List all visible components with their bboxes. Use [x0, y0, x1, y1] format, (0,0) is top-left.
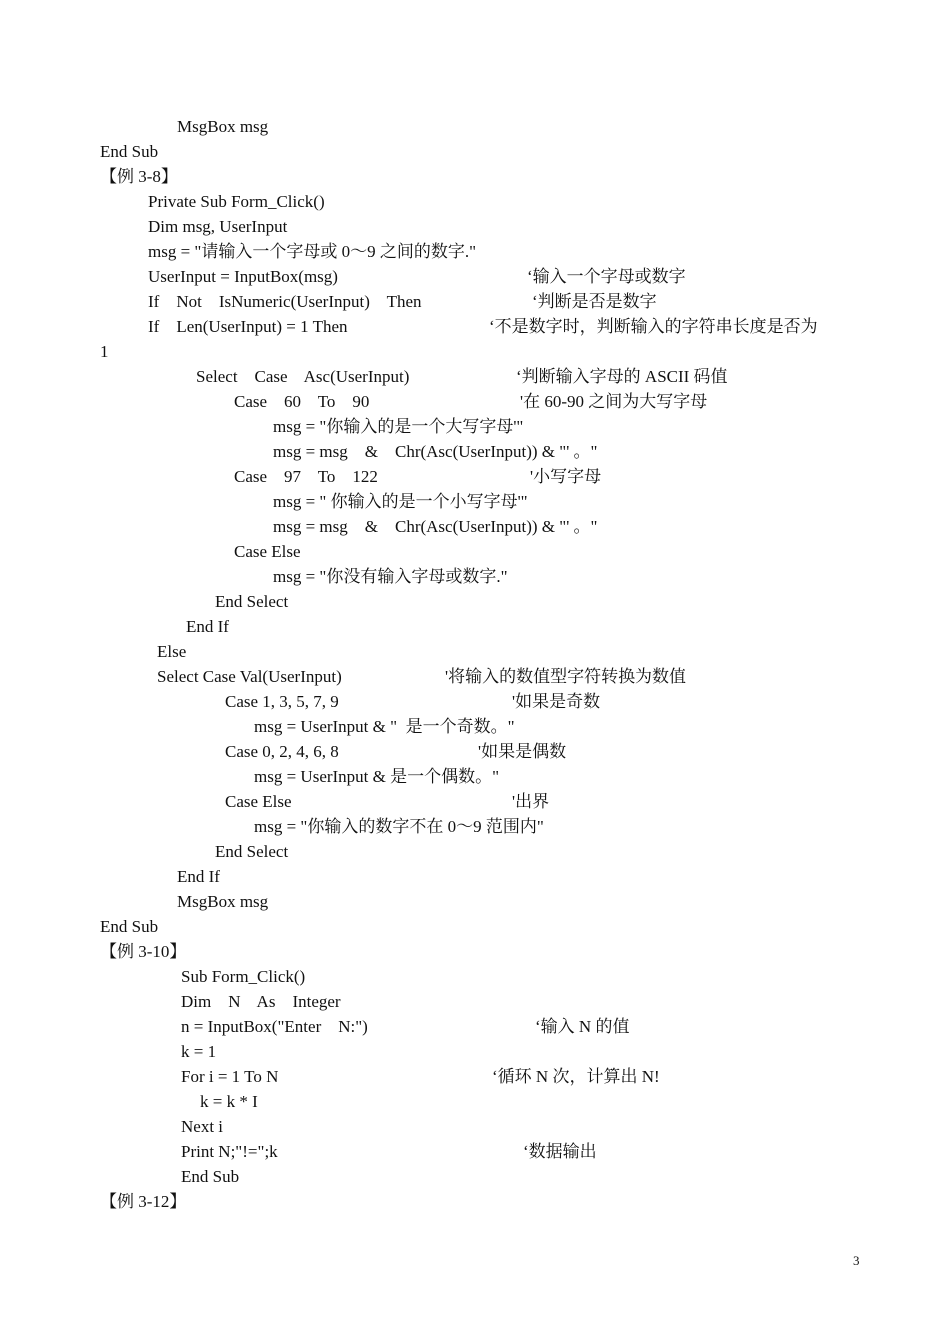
code-line: msg = "你输入的数字不在 0～9 范围内" — [254, 817, 544, 836]
code-line: msg = "你没有输入字母或数字." — [273, 567, 508, 586]
code-line: Print N;"!=";k — [181, 1142, 278, 1161]
code-line: Next i — [181, 1117, 224, 1136]
code-comment: '在 60-90 之间为大写字母 — [520, 392, 708, 411]
code-line: Case Else — [225, 792, 292, 811]
code-comment: ‘循环 N 次，计算出 N! — [492, 1067, 660, 1086]
code-line: Case Else — [234, 542, 301, 561]
code-line: End Sub — [100, 142, 159, 161]
code-line: For i = 1 To N — [181, 1067, 279, 1086]
code-line: Case 1, 3, 5, 7, 9 — [225, 692, 339, 711]
code-comment: '出界 — [512, 792, 550, 811]
code-line: 【例 3-8】 — [100, 167, 178, 186]
code-line: msg = UserInput & 是一个偶数。" — [254, 767, 500, 786]
code-line: If Len(UserInput) = 1 Then — [148, 317, 348, 336]
code-line: End If — [186, 617, 229, 636]
code-comment: ‘输入 N 的值 — [535, 1017, 630, 1036]
code-line: End Select — [215, 842, 289, 861]
code-line: Sub Form_Click() — [181, 967, 306, 986]
code-line: End If — [177, 867, 220, 886]
code-comment: ‘数据输出 — [523, 1142, 597, 1161]
code-line: msg = UserInput & " 是一个奇数。" — [254, 717, 515, 736]
code-line: msg = msg & Chr(Asc(UserInput)) & "' 。" — [273, 442, 598, 461]
code-line: MsgBox msg — [177, 892, 269, 911]
code-line: Case 0, 2, 4, 6, 8 — [225, 742, 339, 761]
code-line: Select Case Val(UserInput) — [157, 667, 342, 686]
code-line: End Sub — [100, 917, 159, 936]
code-comment: '将输入的数值型字符转换为数值 — [445, 667, 687, 686]
code-line: n = InputBox("Enter N:") — [181, 1017, 368, 1036]
code-line: If Not IsNumeric(UserInput) Then — [148, 292, 422, 311]
code-line: Select Case Asc(UserInput) — [196, 367, 410, 386]
code-line: Case 60 To 90 — [234, 392, 370, 411]
code-line: UserInput = InputBox(msg) — [148, 267, 338, 286]
code-line: 【例 3-12】 — [100, 1192, 187, 1211]
code-line: End Select — [215, 592, 289, 611]
code-comment: '如果是偶数 — [478, 742, 567, 761]
code-comment: ‘判断输入字母的 ASCII 码值 — [516, 367, 728, 386]
code-line: k = 1 — [181, 1042, 217, 1061]
code-line: msg = msg & Chr(Asc(UserInput)) & "' 。" — [273, 517, 598, 536]
code-line: Dim N As Integer — [181, 992, 341, 1011]
code-line: msg = "你输入的是一个大写字母'" — [273, 417, 524, 436]
code-line: k = k * I — [200, 1092, 258, 1111]
code-line: Private Sub Form_Click() — [148, 192, 325, 211]
code-line: Dim msg, UserInput — [148, 217, 288, 236]
code-comment: ‘不是数字时，判断输入的字符串长度是否为 — [489, 317, 818, 336]
code-line: msg = "请输入一个字母或 0～9 之间的数字." — [148, 242, 477, 261]
code-line: Case 97 To 122 — [234, 467, 378, 486]
page-number: 3 — [853, 1253, 860, 1268]
code-comment: '如果是奇数 — [512, 692, 601, 711]
code-line: MsgBox msg — [177, 117, 269, 136]
code-line: End Sub — [181, 1167, 240, 1186]
code-line: 1 — [100, 342, 109, 361]
code-line: 【例 3-10】 — [100, 942, 187, 961]
code-comment: ‘判断是否是数字 — [532, 292, 657, 311]
code-line: Else — [157, 642, 187, 661]
code-line: msg = " 你输入的是一个小写字母'" — [273, 492, 528, 511]
code-comment: '小写字母 — [530, 467, 602, 486]
code-comment: ‘输入一个字母或数字 — [527, 267, 686, 286]
